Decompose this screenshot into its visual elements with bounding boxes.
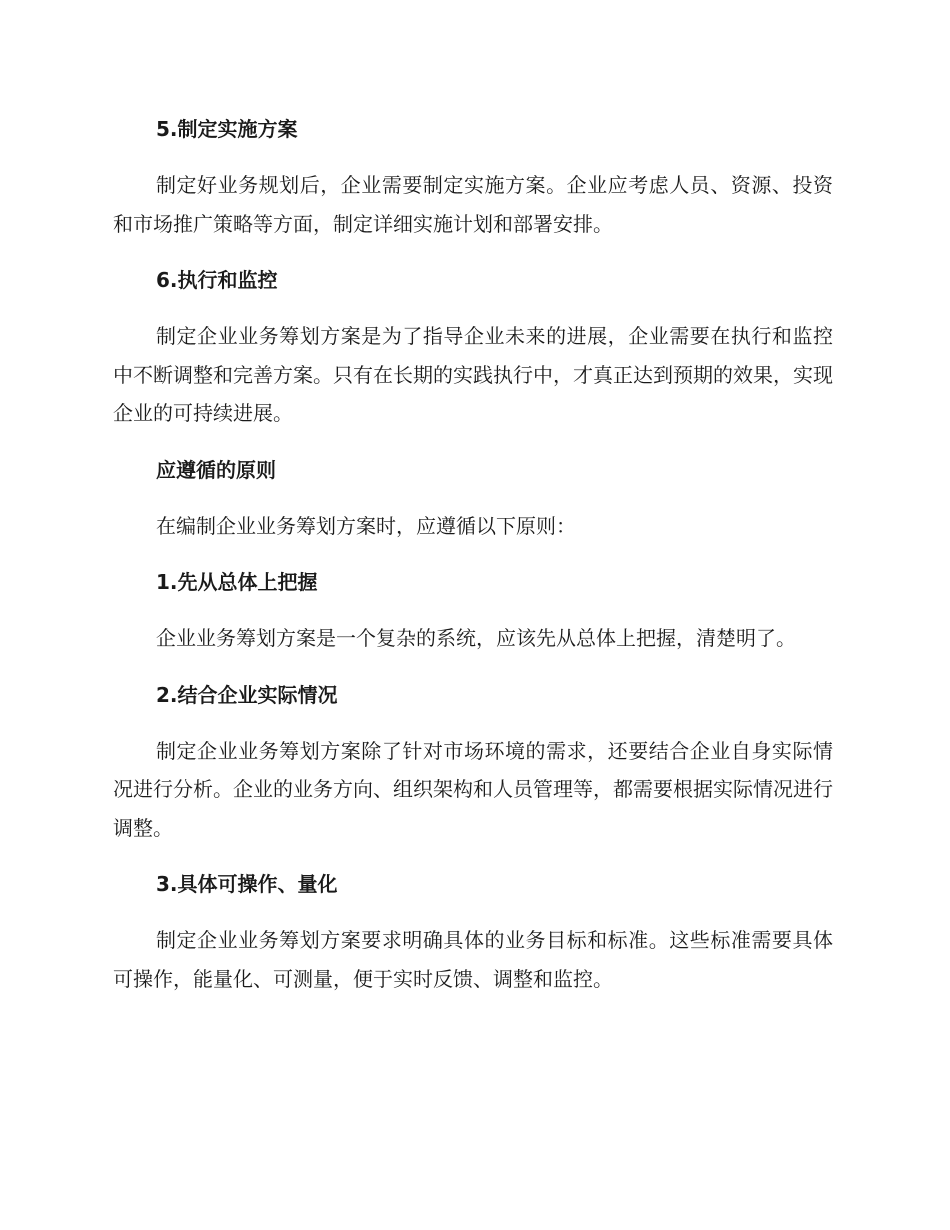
section-paragraph-operable-quantified: 制定企业业务筹划方案要求明确具体的业务目标和标准。这些标准需要具体可操作，能量化、可测量，便于实时反馈、调整和监控。 bbox=[113, 928, 833, 991]
document-body bbox=[113, 110, 833, 1016]
section-heading-implementation-plan: 5.制定实施方案 bbox=[156, 117, 298, 141]
section-paragraph-execute-monitor: 制定企业业务筹划方案是为了指导企业未来的进展，企业需要在执行和监控中不断调整和完善方案。只有在长期的实践执行中，才真正达到预期的效果，实现企业的可持续进展。 bbox=[113, 324, 833, 425]
section-paragraph-principles: 在编制企业业务筹划方案时，应遵循以下原则： bbox=[156, 513, 576, 538]
section-heading-principles: 应遵循的原则 bbox=[156, 457, 276, 482]
section-paragraph-implementation-plan: 制定好业务规划后，企业需要制定实施方案。企业应考虑人员、资源、投资和市场推广策略等方面，制定详细实施计划和部署安排。 bbox=[113, 173, 833, 236]
section-heading-actual-situation: 2.结合企业实际情况 bbox=[156, 682, 338, 707]
section-paragraph-overall-grasp: 企业业务筹划方案是一个复杂的系统，应该先从总体上把握，清楚明了。 bbox=[156, 626, 796, 650]
section-heading-overall-grasp: 1.先从总体上把握 bbox=[156, 570, 318, 594]
section-heading-operable-quantified: 3.具体可操作、量化 bbox=[156, 872, 338, 896]
section-heading-execute-monitor: 6.执行和监控 bbox=[156, 268, 278, 292]
section-paragraph-actual-situation: 制定企业业务筹划方案除了针对市场环境的需求，还要结合企业自身实际情况进行分析。企业的业务方向、组织架构和人员管理等，都需要根据实际情况进行调整。 bbox=[113, 738, 833, 840]
